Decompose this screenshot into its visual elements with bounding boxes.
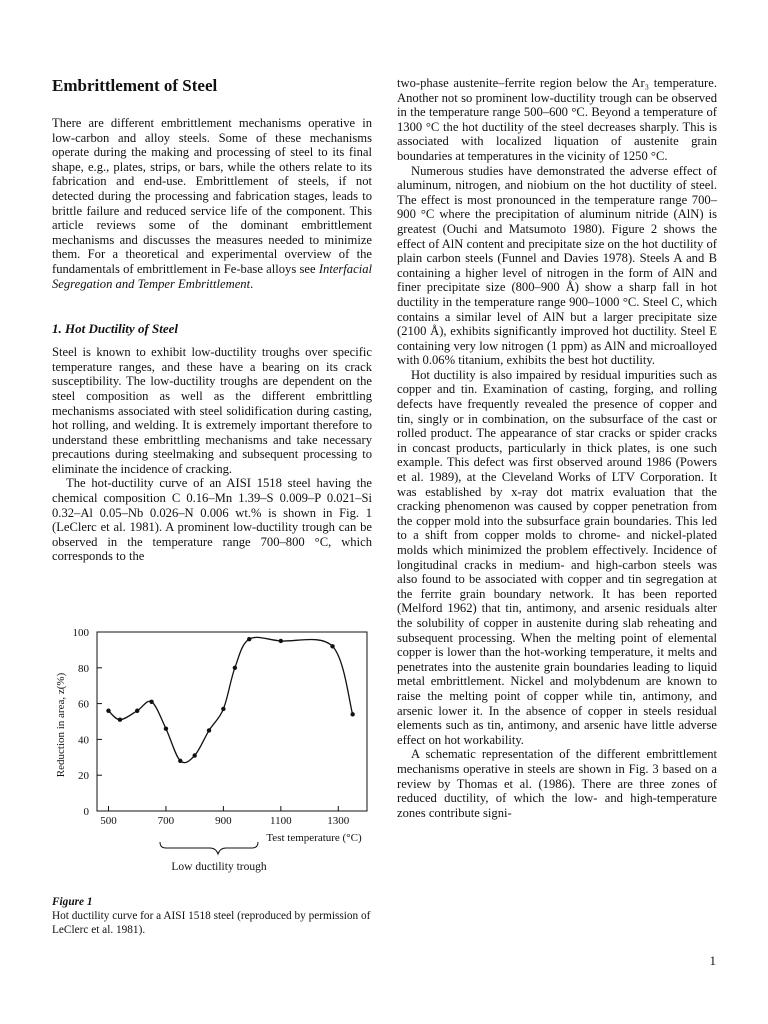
section-heading: 1. Hot Ductility of Steel xyxy=(52,321,179,337)
data-point xyxy=(118,718,122,722)
intro-text: There are different embrittlement mechanisms operative in low-carbon and alloy steels. Some of these mechanisms operate during the making and processing of steel to its final shape, e.g., plates, strips, or bars, while the others relate to its fabrication and end-use. Embrittlement of steels, if not detected during the processing and fabrication stages, leads to brittle failure and reduced service life of the component. This article reviews some of the dominant embrittlement mechanisms and discusses the measures needed to minimize them. For a theoretical and experimental overview of the fundamentals of embrittlement in Fe-base alloys see xyxy=(52,116,372,276)
trough-annotation: Low ductility trough xyxy=(171,861,267,873)
data-point xyxy=(279,639,283,643)
y-tick-label: 100 xyxy=(72,627,89,639)
article-title: Embrittlement of Steel xyxy=(52,76,218,95)
data-point xyxy=(164,726,168,730)
right-paragraph-3: Hot ductility is also impaired by residual impurities such as copper and tin. Examination of casting, forging, and rolling defects have frequently revealed the presence of copper and tin, singly or in combination, on the subsurface of the cast or rolled product. The appearance of star cracks or spider cracks in concast products, particularly in thick plates, is one such example. This defect was first observed around 1986 (Powers et al. 1989), at the Cleveland Works of LTV Corporation. It was established by x-ray dot matrix evaluation that the cracking phenomenon was caused by copper penetration from the copper mold into the subsurface grain boundaries. This led to a shift from copper molds to chrome- and nickel-plated molds which minimized the problem effectively. Incidence of longitudinal cracks in medium- and high-carbon steels was also found to be associated with copper and tin segregation at the ferrite grain boundary network. It has been reported (Melford 1962) that tin, antimony, and arsenic residuals alter the solubility of copper in austenite during slab reheating and subsequent processing. When the melting point of elemental copper is lower than the hot-working temperature, it melts and penetrates into the austenite grain boundaries leading to liquid metal embrittlement. Nickel and molybdenum are known to raise the melting point of copper while tin, antimony, and arsenic lower it. In the absence of copper in steels residual elements such as tin, antimony, and arsenic have little adverse effect on hot workability. xyxy=(397,367,717,747)
data-point xyxy=(350,712,354,716)
intro-paragraph xyxy=(52,116,372,291)
left-column xyxy=(52,76,372,564)
x-tick-label: 700 xyxy=(157,815,175,827)
data-point xyxy=(330,644,334,648)
x-axis-label: Test temperature (°C) xyxy=(266,832,362,844)
y-axis-label: Reduction in area, z(%) xyxy=(55,672,67,778)
plot-frame xyxy=(97,632,367,811)
data-point xyxy=(135,709,139,713)
right-column xyxy=(397,76,717,820)
y-tick-label: 80 xyxy=(78,662,89,675)
x-tick-label: 1300 xyxy=(327,815,350,827)
data-point xyxy=(178,759,182,763)
y-tick-label: 60 xyxy=(78,698,89,711)
figure-caption xyxy=(52,895,372,937)
hot-ductility-chart xyxy=(52,620,372,880)
x-tick-label: 1100 xyxy=(270,815,292,827)
figure-label: Figure 1 xyxy=(52,896,93,908)
right-paragraph-2: Numerous studies have demonstrated the adverse effect of aluminum, nitrogen, and niobium on the hot ductility of steel. The effect is most pronounced in the temperature range 700–900 °C where the precipitation of aluminum nitride (AlN) is greatest (Ouchi and Matsumoto 1980). Figure 2 shows the effect of AlN content and precipitate size on the hot ductility of plain carbon steels (Funnel and Davies 1978). Steels A and B containing a higher level of nitrogen in the form of AlN and finer precipitate size (800–900 Å) show a sharp fall in hot ductility in the temperature range 900–1000 °C. Steel C, which contains a similar level of AlN but a larger precipitate size (2100 Å), exhibits significantly improved hot ductility. Steel E containing very low nitrogen (1 ppm) as AlN and microalloyed with 0.06% titanium, exhibits the best hot ductility. xyxy=(397,163,717,368)
page-number: 1 xyxy=(709,953,716,968)
intro-end: . xyxy=(250,276,254,291)
y-tick-label: 0 xyxy=(83,806,89,818)
data-point xyxy=(149,700,153,704)
data-point xyxy=(207,728,211,732)
data-point xyxy=(233,666,237,670)
figure-caption-text: Hot ductility curve for a AISI 1518 steel (reproduced by permission of LeClerc et al. 1981). xyxy=(52,910,371,936)
section1-paragraph-1: Steel is known to exhibit low-ductility troughs over specific temperature ranges, and these have a bearing on its crack susceptibility. The low-ductility troughs are dependent on the steel composition as well as the different embrittling mechanisms associated with steel solidification during casting, hot rolling, and welding. It is extremely important therefore to understand these embrittling mechanisms and take necessary precautions during steelmaking and subsequent processing to eliminate the incidence of cracking. xyxy=(52,345,372,476)
x-tick-label: 900 xyxy=(215,815,232,827)
trough-brace xyxy=(160,842,258,854)
data-point xyxy=(106,709,110,713)
y-tick-label: 40 xyxy=(78,734,89,747)
figure-1 xyxy=(52,620,372,880)
series-line xyxy=(108,637,352,762)
right-paragraph-4: A schematic representation of the different embrittlement mechanisms operative in steels are shown in Fig. 3 based on a review by Thomas et al. (1986). There are three zones of reduced ductility, of which the low- and high-temperature zones contribute signi- xyxy=(397,747,717,820)
data-point xyxy=(221,707,225,711)
data-point xyxy=(192,753,196,757)
section1-paragraph-2: The hot-ductility curve of an AISI 1518 steel having the chemical composition C 0.16–Mn 1.39–S 0.009–P 0.021–Si 0.32–Al 0.05–Nb 0.026–N 0.006 wt.% is shown in Fig. 1 (LeClerc et al. 1981). A prominent low-ductility trough can be observed in the temperature range 700–800 °C, which corresponds to the xyxy=(52,476,372,564)
data-point xyxy=(247,637,251,641)
right-paragraph-1: two-phase austenite–ferrite region below the Ar₃ temperature. Another not so prominent low-ductility trough can be observed in the temperature range 500–600 °C. Beyond a temperature of 1300 °C the hot ductility of the steel decreases sharply. This is associated with localized liquation of austenite grain boundaries at temperatures in the vicinity of 1250 °C. xyxy=(397,76,717,163)
y-tick-label: 20 xyxy=(78,770,89,783)
x-tick-label: 500 xyxy=(100,815,117,827)
intro-reference: Interfacial Segregation and Temper Embrittlement xyxy=(52,261,372,291)
